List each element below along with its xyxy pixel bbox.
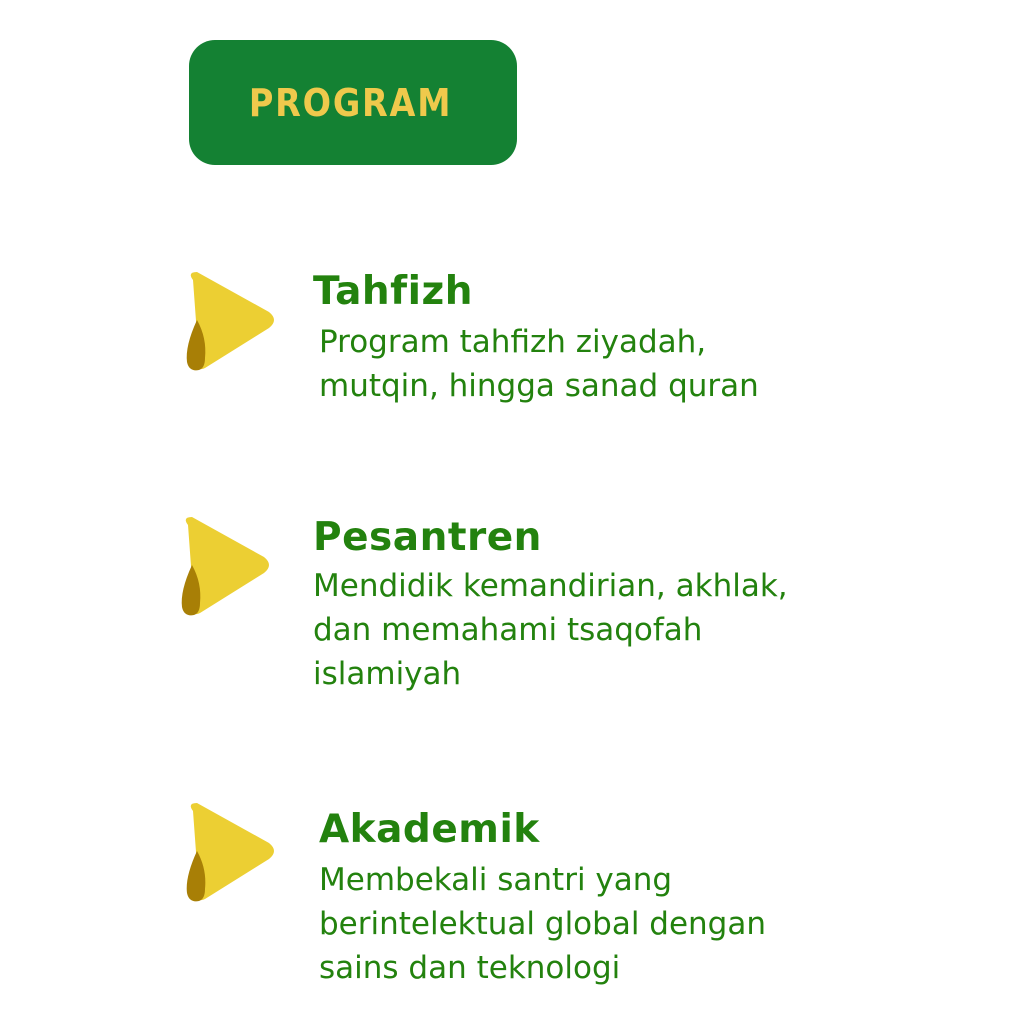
play-triangle-icon bbox=[183, 268, 279, 372]
program-header-badge bbox=[189, 40, 517, 165]
program-title-pesantren: Pesantren bbox=[313, 515, 542, 560]
program-description-akademik: Membekali santri yang berintelektual global dengan sains dan teknologi bbox=[319, 862, 767, 986]
page-title: PROGRAM bbox=[249, 80, 453, 125]
program-description-pesantren: Mendidik kemandirian, akhlak, dan memahami tsaqofah islamiyah bbox=[313, 568, 788, 692]
program-description-tahfizh: Program tahfizh ziyadah, mutqin, hingga sanad quran bbox=[319, 324, 759, 404]
play-triangle-icon bbox=[183, 799, 279, 903]
play-triangle-icon bbox=[177, 513, 275, 617]
program-title-tahfizh: Tahfizh bbox=[313, 269, 473, 314]
program-title-akademik: Akademik bbox=[319, 807, 540, 852]
